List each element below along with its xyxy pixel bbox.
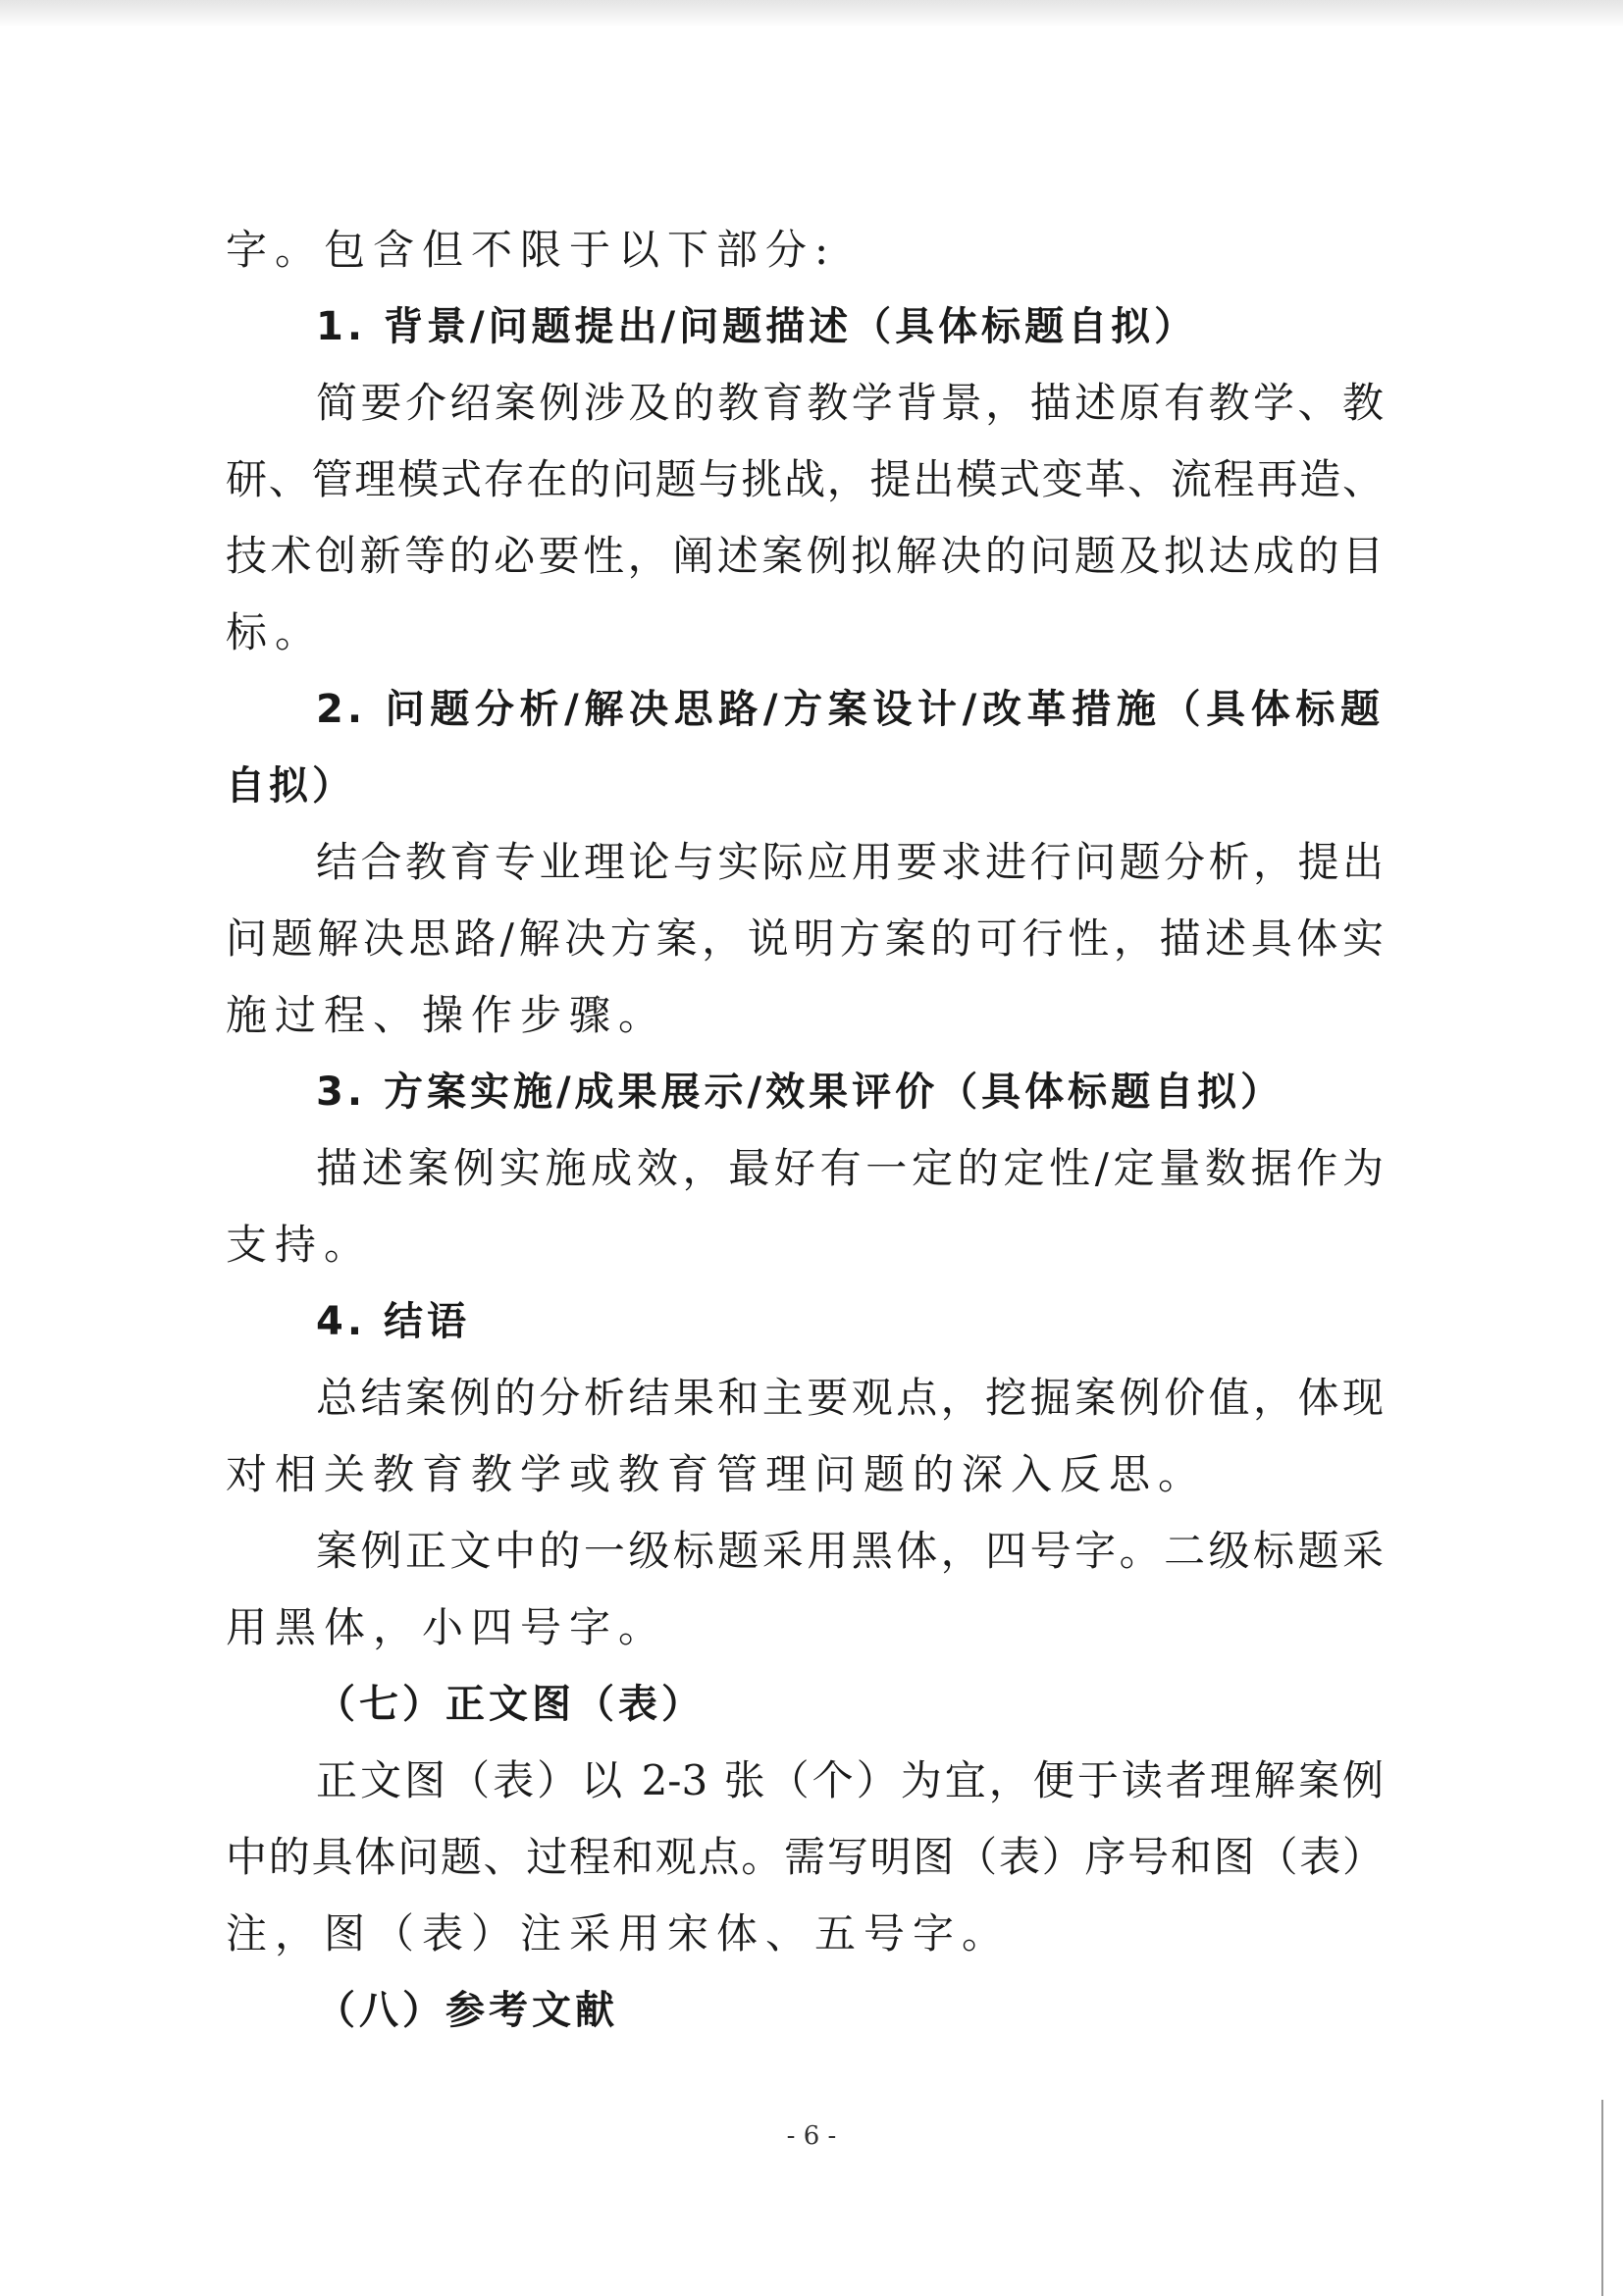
- section-heading-figures: （七）正文图（表）: [316, 1682, 705, 1727]
- body-line: 案例正文中的一级标题采用黑体，四号字。二级标题采: [316, 1527, 1384, 1575]
- body-line: 总结案例的分析结果和主要观点，挖掘案例价值，体现: [316, 1374, 1384, 1422]
- subheading-conclusion: 4. 结语: [316, 1299, 470, 1344]
- scan-top-edge: [0, 0, 1623, 27]
- page-number: - 6 -: [786, 2121, 837, 2151]
- body-line: 问题解决思路/解决方案，说明方案的可行性，描述具体实: [226, 914, 1384, 963]
- body-line: 支持。: [226, 1221, 374, 1269]
- subheading-background: 1. 背景/问题提出/问题描述（具体标题自拟）: [316, 304, 1198, 349]
- body-line: 结合教育专业理论与实际应用要求进行问题分析，提出: [316, 838, 1384, 886]
- body-line: 简要介绍案例涉及的教育教学背景，描述原有教学、教: [316, 379, 1384, 427]
- subheading-analysis-cont: 自拟）: [226, 763, 355, 809]
- body-line: 对相关教育教学或教育管理问题的深入反思。: [226, 1450, 1208, 1498]
- body-line: 研、管理模式存在的问题与挑战，提出模式变革、流程再造、: [226, 455, 1384, 503]
- body-line: 技术创新等的必要性，阐述案例拟解决的问题及拟达成的目: [226, 532, 1384, 580]
- body-line: 描述案例实施成效，最好有一定的定性/定量数据作为: [316, 1144, 1384, 1192]
- body-line: 中的具体问题、过程和观点。需写明图（表）序号和图（表）: [226, 1833, 1384, 1881]
- body-line: 施过程、操作步骤。: [226, 991, 668, 1039]
- body-line: 用黑体，小四号字。: [226, 1603, 668, 1651]
- body-line: 正文图（表）以 2-3 张（个）为宜，便于读者理解案例: [316, 1756, 1384, 1804]
- body-line: 字。包含但不限于以下部分:: [226, 226, 837, 274]
- body-line: 标。: [226, 608, 325, 656]
- subheading-analysis: 2. 问题分析/解决思路/方案设计/改革措施（具体标题: [316, 687, 1384, 732]
- section-heading-references: （八）参考文献: [316, 1988, 618, 2033]
- subheading-implementation: 3. 方案实施/成果展示/效果评价（具体标题自拟）: [316, 1070, 1284, 1115]
- body-line: 注，图（表）注采用宋体、五号字。: [226, 1909, 1012, 1957]
